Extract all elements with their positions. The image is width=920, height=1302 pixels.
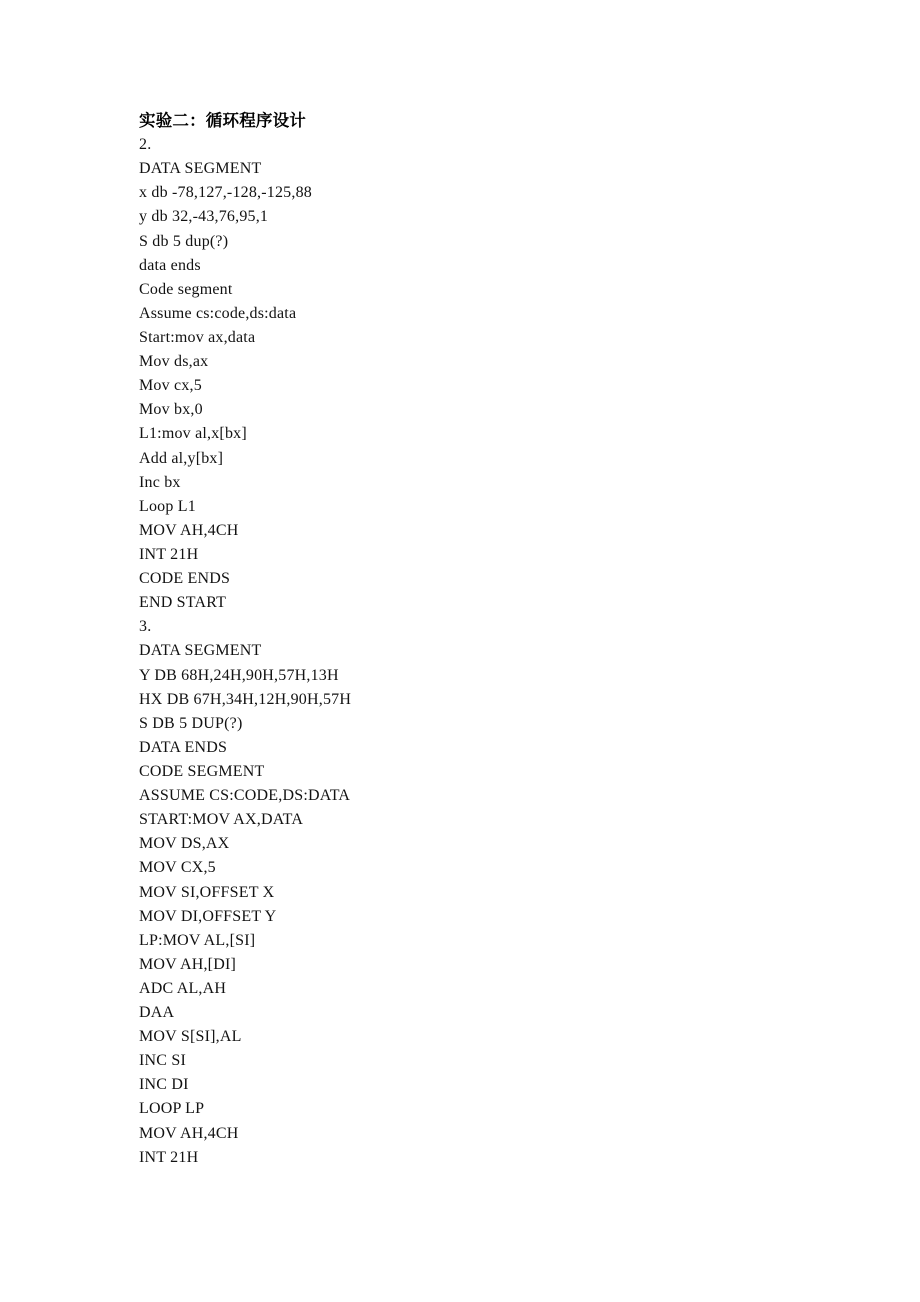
code-line: INT 21H: [139, 1148, 199, 1166]
code-line: 3.: [139, 618, 152, 636]
code-line: MOV DS,AX: [139, 835, 230, 853]
code-line: END START: [139, 594, 227, 612]
code-line: HX DB 67H,34H,12H,90H,57H: [139, 690, 352, 708]
code-line: ADC AL,AH: [139, 979, 227, 997]
code-line: CODE SEGMENT: [139, 762, 265, 780]
code-line: LP:MOV AL,[SI]: [139, 931, 256, 949]
code-line: DATA SEGMENT: [139, 160, 262, 178]
code-line: INC SI: [139, 1052, 186, 1070]
code-line: CODE ENDS: [139, 570, 231, 588]
code-line: MOV AH,4CH: [139, 1124, 239, 1142]
code-line: 2.: [139, 136, 152, 154]
document-title: 实验二：循环程序设计: [139, 111, 306, 130]
code-line: S DB 5 DUP(?): [139, 714, 243, 732]
code-line: DAA: [139, 1004, 175, 1022]
code-line: Start:mov ax,data: [139, 328, 256, 346]
code-line: Loop L1: [139, 497, 196, 515]
code-line: data ends: [139, 256, 201, 274]
code-line: L1:mov al,x[bx]: [139, 425, 247, 443]
code-line: MOV CX,5: [139, 859, 216, 877]
code-line: Assume cs:code,ds:data: [139, 304, 297, 322]
code-line: Inc bx: [139, 473, 181, 491]
code-line: ASSUME CS:CODE,DS:DATA: [139, 787, 351, 805]
code-line: MOV S[SI],AL: [139, 1028, 242, 1046]
code-line: Mov bx,0: [139, 401, 203, 419]
code-line: Y DB 68H,24H,90H,57H,13H: [139, 666, 339, 684]
code-line: Mov cx,5: [139, 377, 202, 395]
code-line: MOV AH,[DI]: [139, 955, 237, 973]
code-line: INT 21H: [139, 545, 199, 563]
code-line: x db -78,127,-128,-125,88: [139, 184, 312, 202]
code-line: Add al,y[bx]: [139, 449, 224, 467]
code-line: INC DI: [139, 1076, 189, 1094]
code-line: S db 5 dup(?): [139, 232, 229, 250]
code-line: MOV SI,OFFSET X: [139, 883, 275, 901]
code-line: Code segment: [139, 280, 233, 298]
code-line: MOV AH,4CH: [139, 521, 239, 539]
code-line: DATA ENDS: [139, 738, 228, 756]
code-line: LOOP LP: [139, 1100, 205, 1118]
code-line: Mov ds,ax: [139, 353, 209, 371]
code-line: y db 32,-43,76,95,1: [139, 208, 269, 226]
code-line: START:MOV AX,DATA: [139, 811, 304, 829]
code-line: MOV DI,OFFSET Y: [139, 907, 277, 925]
code-line: DATA SEGMENT: [139, 642, 262, 660]
